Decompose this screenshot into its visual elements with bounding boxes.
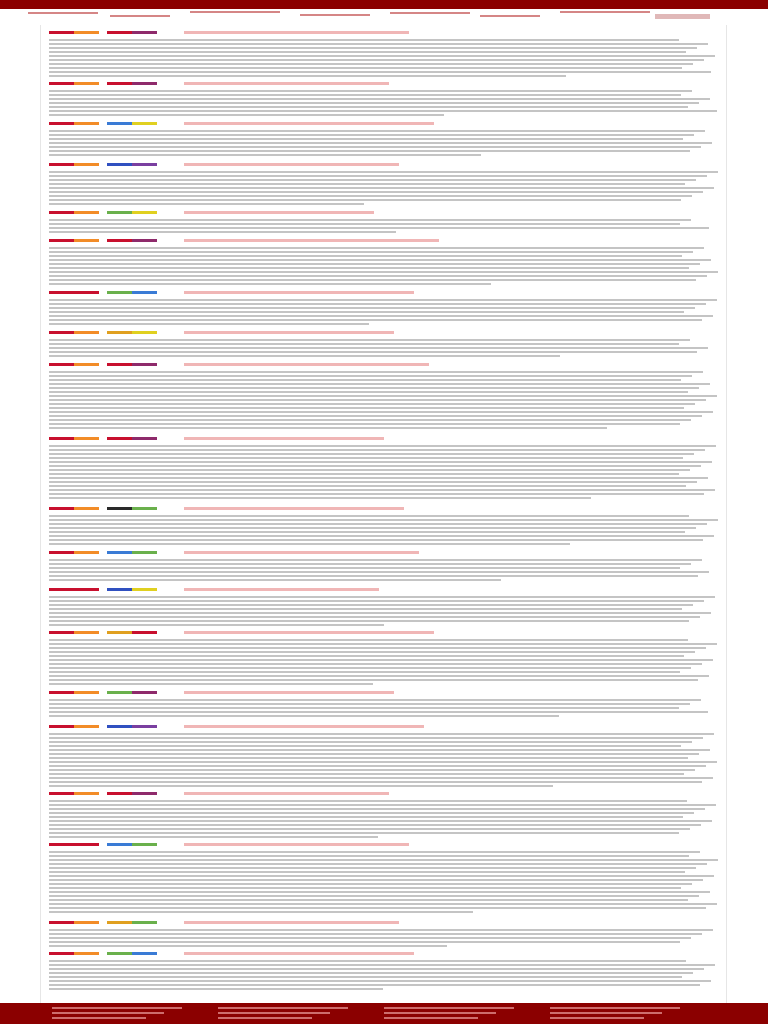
entry-17[interactable] — [49, 792, 719, 840]
body-line-9-13 — [49, 419, 691, 421]
entry-title-mark-12[interactable] — [184, 551, 419, 554]
entry-title-mark-10[interactable] — [184, 437, 384, 440]
body-line-10-10 — [49, 481, 697, 483]
body-line-18-16 — [49, 911, 473, 913]
entry-12[interactable] — [49, 551, 719, 585]
swatch-right-19 — [107, 921, 157, 924]
body-line-15-2 — [49, 703, 690, 705]
body-line-1-5 — [49, 55, 715, 57]
swatch-right-9 — [107, 363, 157, 366]
body-line-13-1 — [49, 596, 715, 598]
body-line-20-1 — [49, 960, 686, 962]
body-line-6-8 — [49, 275, 707, 277]
body-line-12-5 — [49, 575, 698, 577]
body-line-13-6 — [49, 616, 700, 618]
body-line-18-2 — [49, 855, 689, 857]
swatch-left-2 — [49, 82, 99, 85]
body-line-6-9 — [49, 279, 696, 281]
body-line-4-1 — [49, 171, 718, 173]
body-line-1-2 — [49, 43, 708, 45]
body-line-6-10 — [49, 283, 491, 285]
entry-6[interactable] — [49, 239, 719, 288]
swatch-right-13 — [107, 588, 157, 591]
body-line-16-2 — [49, 737, 703, 739]
body-line-9-7 — [49, 395, 717, 397]
body-line-1-9 — [49, 71, 711, 73]
body-line-9-15 — [49, 427, 607, 429]
body-line-11-5 — [49, 531, 685, 533]
body-line-18-9 — [49, 883, 692, 885]
swatch-left-20 — [49, 952, 99, 955]
body-line-7-2 — [49, 303, 706, 305]
body-line-9-5 — [49, 387, 699, 389]
body-line-18-5 — [49, 867, 696, 869]
body-line-14-4 — [49, 651, 695, 653]
entry-4[interactable] — [49, 163, 719, 208]
swatch-left-15 — [49, 691, 99, 694]
swatch-left-12 — [49, 551, 99, 554]
swatch-left-7 — [49, 291, 99, 294]
entry-15[interactable] — [49, 691, 719, 722]
body-line-15-4 — [49, 711, 708, 713]
body-line-14-6 — [49, 659, 713, 661]
body-line-10-2 — [49, 449, 705, 451]
entry-14[interactable] — [49, 631, 719, 688]
footer-col-1 — [52, 1007, 182, 1021]
body-line-7-6 — [49, 319, 702, 321]
body-line-9-6 — [49, 391, 688, 393]
entry-8[interactable] — [49, 331, 719, 360]
entry-3[interactable] — [49, 122, 719, 160]
body-line-13-5 — [49, 612, 711, 614]
body-line-17-6 — [49, 820, 712, 822]
entry-title-mark-11[interactable] — [184, 507, 404, 510]
body-line-16-4 — [49, 745, 681, 747]
swatch-left-3 — [49, 122, 99, 125]
entry-title-mark-9[interactable] — [184, 363, 429, 366]
body-line-1-1 — [49, 39, 679, 41]
body-line-14-7 — [49, 663, 702, 665]
body-line-18-13 — [49, 899, 688, 901]
body-line-11-8 — [49, 543, 570, 545]
footer-link-mark-2-1[interactable] — [218, 1007, 348, 1009]
body-line-14-1 — [49, 639, 688, 641]
masthead-mark-6 — [480, 15, 540, 17]
body-line-11-6 — [49, 535, 714, 537]
body-line-1-7 — [49, 63, 693, 65]
entry-title-mark-20[interactable] — [184, 952, 414, 955]
body-line-4-7 — [49, 195, 692, 197]
swatch-right-17 — [107, 792, 157, 795]
footer-link-mark-3-2[interactable] — [384, 1012, 496, 1014]
masthead-mark-5 — [390, 12, 470, 14]
body-line-8-1 — [49, 339, 690, 341]
swatch-right-14 — [107, 631, 157, 634]
body-line-15-1 — [49, 699, 701, 701]
entry-title-mark-8[interactable] — [184, 331, 394, 334]
body-line-3-6 — [49, 150, 690, 152]
footer-col-4 — [550, 1007, 680, 1021]
body-line-6-3 — [49, 255, 682, 257]
body-line-11-1 — [49, 515, 689, 517]
swatch-right-15 — [107, 691, 157, 694]
body-line-10-14 — [49, 497, 591, 499]
entry-list — [40, 25, 727, 1003]
masthead-mark-1 — [28, 12, 98, 14]
body-line-4-4 — [49, 183, 685, 185]
body-line-18-15 — [49, 907, 706, 909]
masthead-mark-2 — [110, 15, 170, 17]
footer-col-3 — [384, 1007, 514, 1021]
entry-20[interactable] — [49, 952, 719, 994]
body-line-16-14 — [49, 785, 553, 787]
body-line-2-3 — [49, 98, 710, 100]
body-line-3-2 — [49, 134, 694, 136]
body-line-11-4 — [49, 527, 696, 529]
swatch-right-4 — [107, 163, 157, 166]
body-line-1-8 — [49, 67, 682, 69]
body-line-11-2 — [49, 519, 718, 521]
swatch-left-1 — [49, 31, 99, 34]
body-line-16-5 — [49, 749, 710, 751]
body-line-20-4 — [49, 972, 693, 974]
body-line-6-6 — [49, 267, 689, 269]
swatch-left-18 — [49, 843, 99, 846]
body-line-3-1 — [49, 130, 705, 132]
body-line-19-1 — [49, 929, 713, 931]
body-line-7-1 — [49, 299, 717, 301]
body-line-13-4 — [49, 608, 682, 610]
swatch-left-11 — [49, 507, 99, 510]
body-line-14-10 — [49, 675, 709, 677]
body-line-20-5 — [49, 976, 682, 978]
swatch-left-8 — [49, 331, 99, 334]
body-line-4-8 — [49, 199, 681, 201]
body-line-7-4 — [49, 311, 684, 313]
masthead-mark-7 — [560, 11, 650, 13]
body-line-17-1 — [49, 800, 687, 802]
top-brand-bar — [0, 0, 768, 9]
body-line-10-11 — [49, 485, 686, 487]
swatch-right-3 — [107, 122, 157, 125]
swatch-right-5 — [107, 211, 157, 214]
body-line-10-13 — [49, 493, 704, 495]
body-line-10-6 — [49, 465, 701, 467]
body-line-20-2 — [49, 964, 715, 966]
body-line-17-2 — [49, 804, 716, 806]
body-line-16-12 — [49, 777, 713, 779]
swatch-right-10 — [107, 437, 157, 440]
swatch-right-7 — [107, 291, 157, 294]
entry-title-mark-13[interactable] — [184, 588, 379, 591]
site-footer — [0, 1003, 768, 1024]
body-line-9-11 — [49, 411, 713, 413]
body-line-16-3 — [49, 741, 692, 743]
swatch-left-4 — [49, 163, 99, 166]
body-line-3-4 — [49, 142, 712, 144]
body-line-16-7 — [49, 757, 688, 759]
entry-title-mark-17[interactable] — [184, 792, 389, 795]
body-line-16-1 — [49, 733, 714, 735]
body-line-9-1 — [49, 371, 703, 373]
swatch-right-16 — [107, 725, 157, 728]
body-line-17-7 — [49, 824, 701, 826]
body-line-10-8 — [49, 473, 679, 475]
masthead[interactable] — [0, 9, 768, 23]
body-line-15-5 — [49, 715, 559, 717]
body-line-6-7 — [49, 271, 718, 273]
body-line-3-7 — [49, 154, 481, 156]
entry-title-mark-6[interactable] — [184, 239, 439, 242]
body-line-7-3 — [49, 307, 695, 309]
body-line-20-3 — [49, 968, 704, 970]
body-line-9-2 — [49, 375, 692, 377]
entry-19[interactable] — [49, 921, 719, 949]
swatch-right-6 — [107, 239, 157, 242]
swatch-right-1 — [107, 31, 157, 34]
body-line-19-4 — [49, 941, 680, 943]
footer-link-mark-1-1[interactable] — [52, 1007, 182, 1009]
body-line-2-4 — [49, 102, 699, 104]
body-line-20-8 — [49, 988, 383, 990]
body-line-9-14 — [49, 423, 680, 425]
body-line-2-1 — [49, 90, 692, 92]
body-line-5-3 — [49, 227, 709, 229]
entry-10[interactable] — [49, 437, 719, 504]
body-line-4-9 — [49, 203, 364, 205]
entry-18[interactable] — [49, 843, 719, 918]
entry-11[interactable] — [49, 507, 719, 548]
body-line-8-3 — [49, 347, 708, 349]
body-line-6-1 — [49, 247, 704, 249]
swatch-right-12 — [107, 551, 157, 554]
body-line-9-3 — [49, 379, 681, 381]
body-line-20-7 — [49, 984, 700, 986]
footer-link-mark-2-3[interactable] — [218, 1017, 312, 1019]
entry-title-mark-7[interactable] — [184, 291, 414, 294]
body-line-10-9 — [49, 477, 708, 479]
body-line-2-2 — [49, 94, 681, 96]
body-line-7-7 — [49, 323, 369, 325]
body-line-20-6 — [49, 980, 711, 982]
body-line-10-5 — [49, 461, 712, 463]
swatch-left-10 — [49, 437, 99, 440]
body-line-9-10 — [49, 407, 684, 409]
swatch-left-16 — [49, 725, 99, 728]
entry-title-mark-4[interactable] — [184, 163, 399, 166]
footer-link-mark-4-3[interactable] — [550, 1017, 644, 1019]
body-line-14-5 — [49, 655, 684, 657]
footer-link-mark-3-3[interactable] — [384, 1017, 478, 1019]
body-line-14-9 — [49, 671, 680, 673]
body-line-18-6 — [49, 871, 685, 873]
body-line-2-6 — [49, 110, 717, 112]
body-line-14-2 — [49, 643, 717, 645]
entry-1[interactable] — [49, 31, 719, 79]
body-line-10-4 — [49, 457, 683, 459]
body-line-2-7 — [49, 114, 444, 116]
masthead-mark-3 — [190, 11, 280, 13]
body-line-14-12 — [49, 683, 373, 685]
body-line-18-12 — [49, 895, 699, 897]
body-line-13-3 — [49, 604, 693, 606]
body-line-9-9 — [49, 403, 695, 405]
body-line-9-12 — [49, 415, 702, 417]
body-line-9-4 — [49, 383, 710, 385]
swatch-right-20 — [107, 952, 157, 955]
body-line-16-11 — [49, 773, 684, 775]
body-line-16-9 — [49, 765, 706, 767]
body-line-6-4 — [49, 259, 711, 261]
body-line-18-1 — [49, 851, 700, 853]
swatch-left-6 — [49, 239, 99, 242]
entry-title-mark-14[interactable] — [184, 631, 434, 634]
footer-link-mark-4-2[interactable] — [550, 1012, 662, 1014]
body-line-12-6 — [49, 579, 501, 581]
body-line-4-3 — [49, 179, 696, 181]
body-line-17-10 — [49, 836, 378, 838]
body-line-9-8 — [49, 399, 706, 401]
footer-link-mark-1-2[interactable] — [52, 1012, 164, 1014]
body-line-4-5 — [49, 187, 714, 189]
body-line-10-3 — [49, 453, 694, 455]
body-line-17-3 — [49, 808, 705, 810]
entry-13[interactable] — [49, 588, 719, 628]
entry-title-mark-3[interactable] — [184, 122, 434, 125]
body-line-5-1 — [49, 219, 691, 221]
body-line-1-10 — [49, 75, 566, 77]
body-line-14-8 — [49, 667, 691, 669]
entry-title-mark-15[interactable] — [184, 691, 394, 694]
body-line-17-5 — [49, 816, 683, 818]
body-line-11-7 — [49, 539, 703, 541]
body-line-6-5 — [49, 263, 700, 265]
entry-title-mark-5[interactable] — [184, 211, 374, 214]
masthead-nav-mark[interactable] — [655, 14, 710, 19]
body-line-7-5 — [49, 315, 713, 317]
body-line-11-3 — [49, 523, 707, 525]
body-line-15-3 — [49, 707, 679, 709]
footer-link-mark-1-3[interactable] — [52, 1017, 146, 1019]
entry-title-mark-18[interactable] — [184, 843, 409, 846]
body-line-12-2 — [49, 563, 691, 565]
body-line-16-13 — [49, 781, 702, 783]
entry-5[interactable] — [49, 211, 719, 236]
body-line-17-4 — [49, 812, 694, 814]
body-line-18-10 — [49, 887, 681, 889]
swatch-left-9 — [49, 363, 99, 366]
body-line-18-3 — [49, 859, 718, 861]
entry-title-mark-16[interactable] — [184, 725, 424, 728]
body-line-10-1 — [49, 445, 716, 447]
footer-col-2 — [218, 1007, 348, 1021]
body-line-5-2 — [49, 223, 680, 225]
entry-2[interactable] — [49, 82, 719, 119]
body-line-17-8 — [49, 828, 690, 830]
entry-9[interactable] — [49, 363, 719, 434]
entry-7[interactable] — [49, 291, 719, 328]
body-line-18-14 — [49, 903, 717, 905]
body-line-18-11 — [49, 891, 710, 893]
swatch-left-5 — [49, 211, 99, 214]
body-line-3-3 — [49, 138, 683, 140]
body-line-16-8 — [49, 761, 717, 763]
body-line-4-6 — [49, 191, 703, 193]
body-line-18-4 — [49, 863, 707, 865]
body-line-14-11 — [49, 679, 698, 681]
body-line-13-2 — [49, 600, 704, 602]
swatch-left-14 — [49, 631, 99, 634]
body-line-12-1 — [49, 559, 702, 561]
swatch-right-2 — [107, 82, 157, 85]
body-line-8-4 — [49, 351, 697, 353]
footer-link-mark-4-1[interactable] — [550, 1007, 680, 1009]
entry-title-mark-2[interactable] — [184, 82, 389, 85]
entry-title-mark-1[interactable] — [184, 31, 409, 34]
body-line-6-2 — [49, 251, 693, 253]
body-line-16-6 — [49, 753, 699, 755]
entry-16[interactable] — [49, 725, 719, 789]
body-line-19-2 — [49, 933, 702, 935]
body-line-19-3 — [49, 937, 691, 939]
body-line-3-5 — [49, 146, 701, 148]
body-line-4-2 — [49, 175, 707, 177]
body-line-18-8 — [49, 879, 703, 881]
swatch-left-19 — [49, 921, 99, 924]
body-line-2-5 — [49, 106, 688, 108]
body-line-18-7 — [49, 875, 714, 877]
body-line-13-7 — [49, 620, 689, 622]
footer-link-mark-3-1[interactable] — [384, 1007, 514, 1009]
body-line-1-3 — [49, 47, 697, 49]
body-line-13-8 — [49, 624, 384, 626]
swatch-right-11 — [107, 507, 157, 510]
swatch-right-18 — [107, 843, 157, 846]
masthead-mark-4 — [300, 14, 370, 16]
body-line-12-3 — [49, 567, 680, 569]
entry-title-mark-19[interactable] — [184, 921, 399, 924]
body-line-5-4 — [49, 231, 396, 233]
body-line-10-12 — [49, 489, 715, 491]
swatch-left-13 — [49, 588, 99, 591]
body-line-10-7 — [49, 469, 690, 471]
body-line-8-5 — [49, 355, 560, 357]
body-line-17-9 — [49, 832, 679, 834]
body-line-14-3 — [49, 647, 706, 649]
body-line-19-5 — [49, 945, 447, 947]
swatch-right-8 — [107, 331, 157, 334]
body-line-16-10 — [49, 769, 695, 771]
body-line-1-4 — [49, 51, 686, 53]
body-line-12-4 — [49, 571, 709, 573]
footer-link-mark-2-2[interactable] — [218, 1012, 330, 1014]
swatch-left-17 — [49, 792, 99, 795]
body-line-8-2 — [49, 343, 679, 345]
body-line-1-6 — [49, 59, 704, 61]
